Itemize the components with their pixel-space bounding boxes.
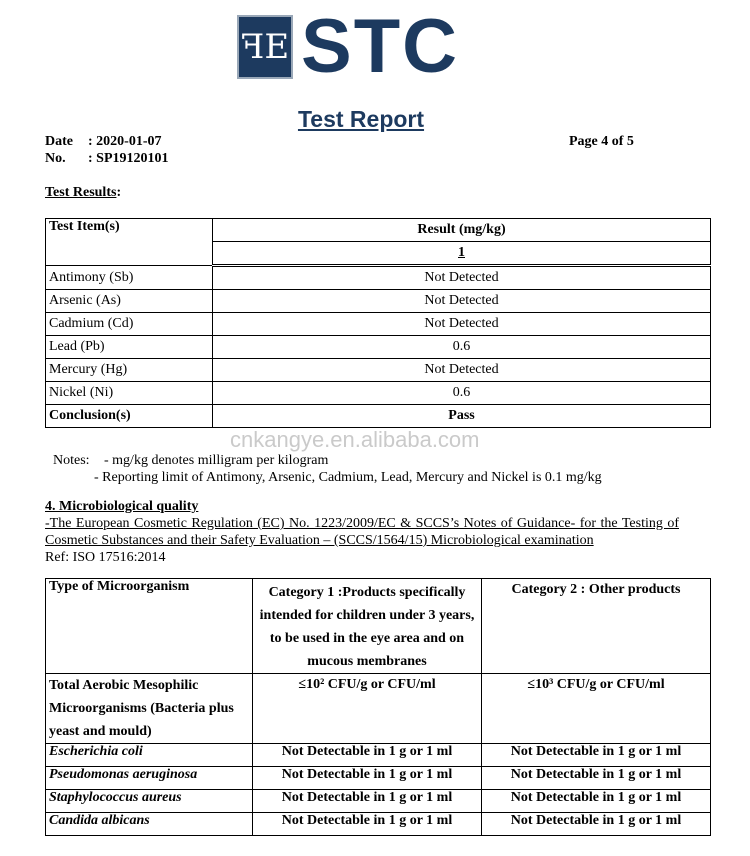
total-aerobic-cat1: ≤10² CFU/g or CFU/ml [253, 674, 482, 744]
table-row [46, 266, 711, 290]
test-result: 0.6 [213, 336, 711, 359]
table-row [46, 813, 711, 836]
table-row [46, 767, 711, 790]
logo-mark: ꟻE [237, 15, 293, 79]
col-result: Result (mg/kg) [213, 219, 711, 242]
organism-name: Escherichia coli [46, 744, 253, 767]
table-row [46, 790, 711, 813]
category-2-limit: Not Detectable in 1 g or 1 ml [482, 744, 711, 767]
results-colon: : [116, 185, 122, 200]
table-row [46, 313, 711, 336]
note-1: - mg/kg denotes milligram per kilogram [104, 453, 329, 468]
col-category-1: Category 1 :Products specifically intended for children under 3 years, to be used in the eye area and on mucous membranes [253, 579, 482, 674]
test-result: Not Detected [213, 290, 711, 313]
conclusion-label: Conclusion(s) [46, 405, 213, 428]
date-value: : 2020-01-07 [88, 134, 162, 149]
test-item: Antimony (Sb) [46, 266, 213, 290]
total-aerobic-cat2: ≤10³ CFU/g or CFU/ml [482, 674, 711, 744]
col-type: Type of Microorganism [46, 579, 253, 674]
test-item: Cadmium (Cd) [46, 313, 213, 336]
stc-logo [237, 4, 491, 89]
watermark: cnkangye.en.alibaba.com [230, 427, 480, 452]
table-row [46, 290, 711, 313]
table-row [46, 382, 711, 405]
section-4-description: -The European Cosmetic Regulation (EC) No. 1223/2009/EC & SCCS’s Notes of Guidance- for the Testing of Cosmetic Substances and their Safety Evaluation – (SCCS/1564/15) Microbiological examination [45, 516, 679, 548]
category-2-limit: Not Detectable in 1 g or 1 ml [482, 813, 711, 836]
category-1-limit: Not Detectable in 1 g or 1 ml [253, 813, 482, 836]
category-1-limit: Not Detectable in 1 g or 1 ml [253, 744, 482, 767]
test-item: Arsenic (As) [46, 290, 213, 313]
sample-number: 1 [213, 242, 711, 266]
table-row [46, 359, 711, 382]
page-number: Page 4 of 5 [569, 134, 634, 149]
test-item: Mercury (Hg) [46, 359, 213, 382]
test-item: Nickel (Ni) [46, 382, 213, 405]
table-row [46, 744, 711, 767]
notes-label: Notes: [53, 453, 90, 468]
microbiology-table [45, 578, 711, 836]
category-2-limit: Not Detectable in 1 g or 1 ml [482, 790, 711, 813]
reference: Ref: ISO 17516:2014 [45, 550, 166, 565]
logo-text: STC [301, 4, 459, 89]
conclusion-row [46, 405, 711, 428]
col-category-2: Category 2 : Other products [482, 579, 711, 674]
results-table [45, 218, 711, 428]
page-title: Test Report [297, 106, 425, 132]
test-result: 0.6 [213, 382, 711, 405]
table-row [46, 336, 711, 359]
category-2-limit: Not Detectable in 1 g or 1 ml [482, 767, 711, 790]
test-result: Not Detected [213, 359, 711, 382]
category-1-limit: Not Detectable in 1 g or 1 ml [253, 767, 482, 790]
test-result: Not Detected [213, 266, 711, 290]
results-heading: Test Results [45, 185, 117, 200]
conclusion-value: Pass [213, 405, 711, 428]
category-1-limit: Not Detectable in 1 g or 1 ml [253, 790, 482, 813]
section-4-heading: 4. Microbiological quality [45, 499, 199, 514]
test-item: Lead (Pb) [46, 336, 213, 359]
total-aerobic-name: Total Aerobic Mesophilic Microorganisms (Bacteria plus yeast and mould) [46, 674, 253, 744]
note-2: - Reporting limit of Antimony, Arsenic, Cadmium, Lead, Mercury and Nickel is 0.1 mg/kg [94, 470, 602, 485]
report-number: : SP19120101 [88, 151, 169, 166]
organism-name: Staphylococcus aureus [46, 790, 253, 813]
col-test-item: Test Item(s) [46, 219, 213, 266]
date-label: Date [45, 134, 73, 149]
organism-name: Pseudomonas aeruginosa [46, 767, 253, 790]
test-result: Not Detected [213, 313, 711, 336]
organism-name: Candida albicans [46, 813, 253, 836]
no-label: No. [45, 151, 66, 166]
